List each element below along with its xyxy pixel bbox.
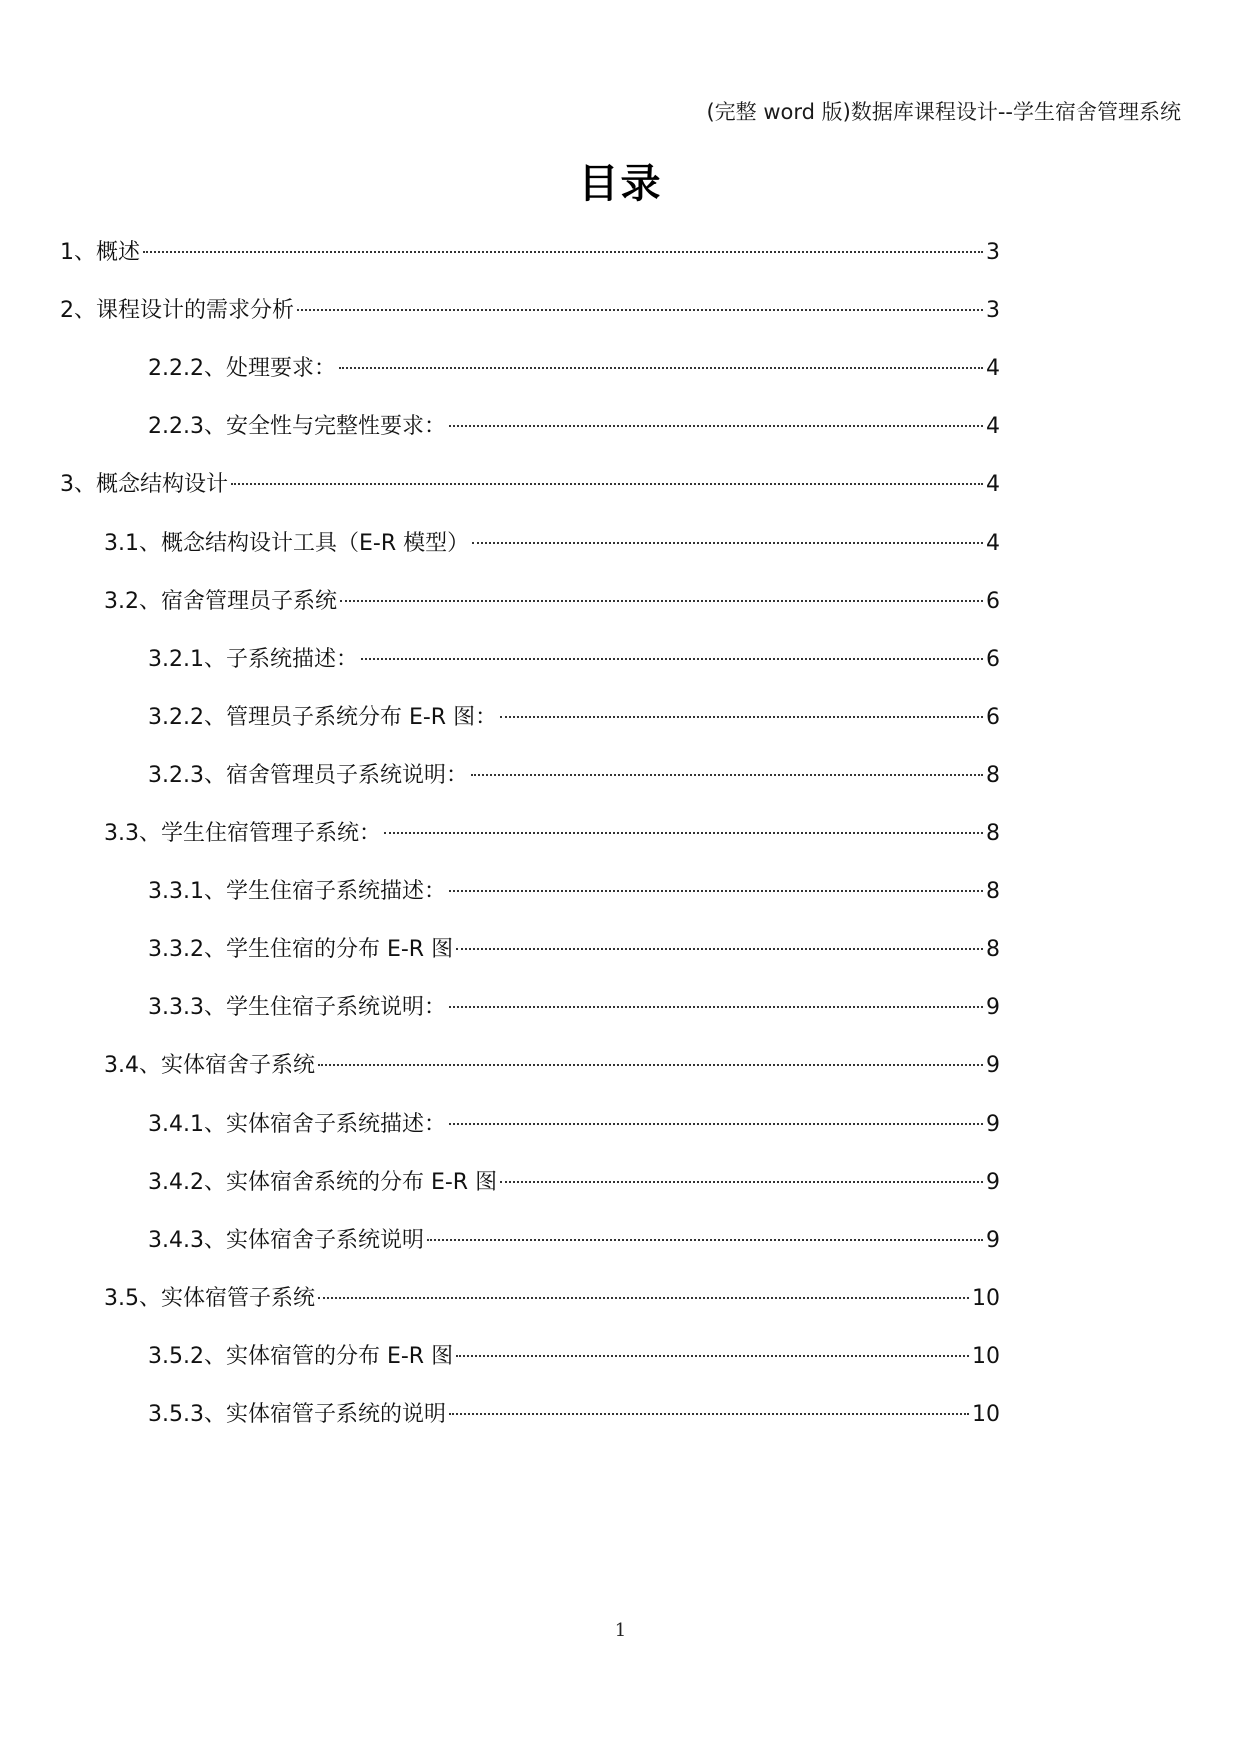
toc-title: 目录: [578, 161, 663, 207]
toc-entry-label: 2、课程设计的需求分析: [60, 298, 294, 324]
toc-entry-label: 3.2、宿舍管理员子系统: [104, 588, 337, 614]
toc-entry-page: 10: [972, 1402, 1000, 1427]
toc-entry-page: 9: [986, 1053, 1000, 1079]
toc-entry[interactable]: [60, 470, 1000, 500]
toc-entry-label: 3.4.1、实体宿舍子系统描述：: [148, 1111, 446, 1137]
toc-entry[interactable]: [104, 1284, 1000, 1314]
toc-entry-page: 6: [986, 704, 1000, 730]
toc-entry[interactable]: [148, 877, 1000, 907]
toc-entry[interactable]: [148, 761, 1000, 791]
toc-dot-leader: [143, 251, 983, 253]
toc-entry[interactable]: [104, 529, 1000, 559]
toc-entry[interactable]: [148, 412, 1000, 442]
toc-entry[interactable]: [104, 1051, 1000, 1081]
running-header: (完整 word 版)数据库课程设计--学生宿舍管理系统: [706, 100, 1181, 124]
toc-dot-leader: [361, 658, 983, 660]
toc-entry[interactable]: [148, 1168, 1000, 1198]
toc-entry[interactable]: [148, 935, 1000, 965]
toc-entry-label: 3.5.2、实体宿管的分布 E-R 图: [148, 1343, 454, 1369]
toc-entry-label: 3.2.3、宿舍管理员子系统说明：: [148, 762, 468, 788]
page-number: 1: [614, 1620, 627, 1641]
toc-dot-leader: [297, 309, 983, 311]
toc-entry[interactable]: [148, 1110, 1000, 1140]
toc-entry-label: 2.2.2、处理要求：: [148, 356, 336, 382]
toc-dot-leader: [500, 716, 983, 718]
toc-entry-label: 3.5、实体宿管子系统: [104, 1285, 315, 1311]
toc-entry[interactable]: [104, 587, 1000, 617]
toc-entry-page: 3: [986, 240, 1000, 265]
toc-dot-leader: [449, 1006, 983, 1008]
toc-entry[interactable]: [104, 819, 1000, 849]
toc-entry-label: 3.3.3、学生住宿子系统说明：: [148, 995, 446, 1021]
toc-entry-page: 6: [986, 588, 1000, 614]
toc-entry-label: 1、概述: [60, 240, 140, 265]
toc-entry-label: 3.4、实体宿舍子系统: [104, 1053, 315, 1079]
toc-entry[interactable]: [148, 1226, 1000, 1256]
toc-dot-leader: [231, 483, 983, 485]
toc-entry[interactable]: [148, 1400, 1000, 1430]
toc-entry-label: 2.2.3、安全性与完整性要求：: [148, 414, 446, 440]
toc-entry-page: 6: [986, 646, 1000, 672]
toc-entry[interactable]: [148, 1342, 1000, 1372]
toc-dot-leader: [339, 367, 983, 369]
toc-entry[interactable]: [148, 645, 1000, 675]
toc-dot-leader: [318, 1064, 983, 1066]
toc-entry[interactable]: [60, 238, 1000, 268]
toc-entry-page: 8: [986, 937, 1000, 963]
toc-entry-label: 3.4.2、实体宿舍系统的分布 E-R 图: [148, 1169, 498, 1195]
toc-entry-page: 9: [986, 1169, 1000, 1195]
toc-dot-leader: [456, 1355, 969, 1357]
toc-entry-page: 4: [986, 472, 1000, 498]
toc-entry-page: 3: [986, 298, 1000, 324]
toc-entry-label: 3.2.2、管理员子系统分布 E-R 图：: [148, 704, 498, 730]
toc-entry-label: 3.4.3、实体宿舍子系统说明: [148, 1227, 424, 1253]
toc-entry-page: 9: [986, 1227, 1000, 1253]
toc-entry-page: 8: [986, 879, 1000, 905]
toc-entry[interactable]: [60, 296, 1000, 326]
toc-dot-leader: [449, 890, 983, 892]
toc-dot-leader: [500, 1181, 983, 1183]
toc-dot-leader: [449, 425, 983, 427]
toc-entry-label: 3、概念结构设计: [60, 472, 228, 498]
toc-entry-page: 8: [986, 762, 1000, 788]
toc-entry-page: 8: [986, 821, 1000, 846]
toc-entry-label: 3.3、学生住宿管理子系统：: [104, 821, 381, 846]
toc-dot-leader: [472, 542, 983, 544]
toc-entry-page: 10: [972, 1343, 1000, 1369]
toc-dot-leader: [427, 1239, 983, 1241]
toc-entry[interactable]: [148, 703, 1000, 733]
toc-dot-leader: [456, 948, 983, 950]
toc-entry-page: 4: [986, 414, 1000, 440]
toc-entry-label: 3.2.1、子系统描述：: [148, 646, 358, 672]
toc-dot-leader: [318, 1297, 969, 1299]
toc-entry-page: 4: [986, 530, 1000, 556]
toc-entry[interactable]: [148, 993, 1000, 1023]
toc-entry[interactable]: [148, 354, 1000, 384]
toc-dot-leader: [449, 1413, 969, 1415]
toc-dot-leader: [384, 832, 983, 834]
toc-dot-leader: [449, 1123, 983, 1125]
toc-entry-page: 9: [986, 995, 1000, 1021]
toc-entry-page: 4: [986, 356, 1000, 382]
toc-dot-leader: [471, 774, 983, 776]
toc-entry-label: 3.3.2、学生住宿的分布 E-R 图: [148, 937, 454, 963]
toc-entry-label: 3.1、概念结构设计工具（E-R 模型）: [104, 530, 470, 556]
toc-entry-label: 3.3.1、学生住宿子系统描述：: [148, 879, 446, 905]
toc-entry-label: 3.5.3、实体宿管子系统的说明: [148, 1402, 446, 1427]
toc-entry-page: 9: [986, 1111, 1000, 1137]
toc-entry-page: 10: [972, 1285, 1000, 1311]
toc-dot-leader: [340, 600, 983, 602]
